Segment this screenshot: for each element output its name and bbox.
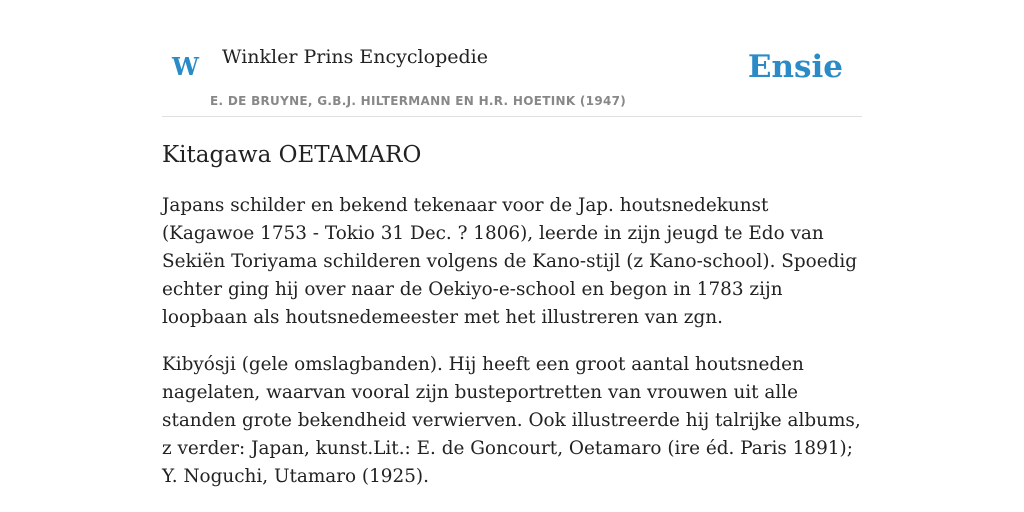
article: [162, 140, 862, 491]
ensie-logo[interactable]: Ensie: [747, 49, 843, 85]
site-header: [162, 0, 862, 117]
article-paragraph: Japans schilder en bekend tekenaar voor de Jap. houtsnedekunst (Kagawoe 1753 - Tokio 31 Dec. ? 1806), leerde in zijn jeugd te Edo van Sekiën Toriyama schilderen volgens de Kano-stijl (z Kano-school). Spoedig echter ging hij over naar de Oekiyo-e-school en begon in 1783 zijn loopbaan als houtsnedemeester met het illustreren van zgn.: [162, 195, 858, 328]
article-paragraph: Kibyósji (gele omslagbanden). Hij heeft een groot aantal houtsneden nagelaten, waarvan vooral zijn busteportretten van vrouwen uit alle standen grote bekendheid verwierven. Ook illustreerde hij talrijke albums, z verder: Japan, kunst.Lit.: E. de Goncourt, Oetamaro (ire éd. Paris 1891); Y. Noguchi, Utamaro (1925).: [162, 354, 861, 487]
source-title[interactable]: Winkler Prins Encyclopedie: [222, 46, 488, 68]
winkler-prins-logo[interactable]: W: [172, 52, 199, 81]
article-title: Kitagawa OETAMARO: [162, 142, 422, 168]
source-byline: E. DE BRUYNE, G.B.J. HILTERMANN EN H.R. HOETINK (1947): [210, 94, 627, 108]
